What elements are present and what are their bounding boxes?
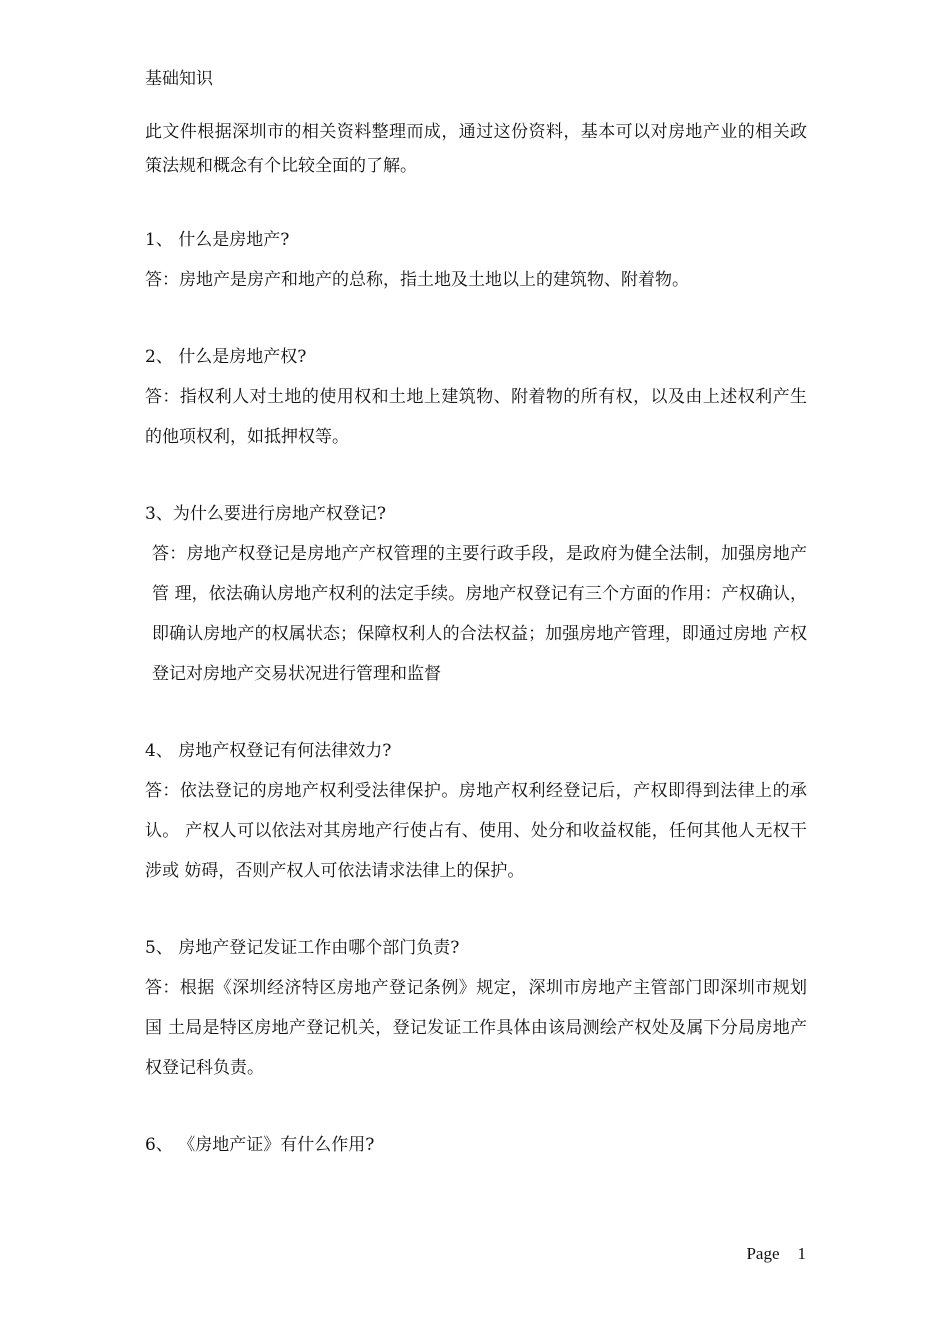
question-2: 2、 什么是房地产权?	[145, 347, 307, 367]
question-1: 1、 什么是房地产?	[145, 230, 290, 250]
question-4: 4、 房地产权登记有何法律效力?	[145, 741, 392, 761]
document-heading: 基础知识	[145, 69, 213, 89]
answer-4: 答：依法登记的房地产权利受法律保护。房地产权利经登记后，产权即得到法律上的承认。 产权人可以依法对其房地产行使占有、使用、处分和收益权能，任何其他人无权干涉或 妨碍，否则产权人可依法请求法律上的保护。	[145, 781, 807, 881]
qa-section-3	[145, 497, 807, 694]
answer-3: 答：房地产权登记是房地产产权管理的主要行政手段，是政府为健全法制，加强房地产管 理，依法确认房地产权利的法定手续。房地产权登记有三个方面的作用：产权确认，即确认房地产的权属状态；保障权利人的合法权益；加强房地产管理，即通过房地 产权登记对房地产交易状况进行管理和监督	[152, 544, 807, 684]
answer-5: 答：根据《深圳经济特区房地产登记条例》规定，深圳市房地产主管部门即深圳市规划国 土局是特区房地产登记机关，登记发证工作具体由该局测绘产权处及属下分局房地产权登记科负责。	[145, 978, 807, 1078]
question-3: 3、为什么要进行房地产权登记?	[145, 504, 386, 524]
qa-section-5	[145, 931, 807, 1088]
intro-paragraph: 此文件根据深圳市的相关资料整理而成，通过这份资料，基本可以对房地产业的相关政策法规和概念有个比较全面的了解。	[145, 122, 807, 176]
qa-section-2	[145, 340, 807, 457]
question-6: 6、 《房地产证》有什么作用?	[145, 1135, 375, 1155]
page-footer	[746, 1239, 806, 1269]
qa-section-1	[145, 223, 807, 300]
page-label: Page	[746, 1244, 780, 1263]
qa-section-4	[145, 734, 807, 891]
answer-1: 答：房地产是房产和地产的总称，指土地及土地以上的建筑物、附着物。	[145, 270, 689, 290]
qa-section-6	[145, 1128, 807, 1162]
document-body	[145, 64, 807, 1162]
page-number: 1	[797, 1244, 806, 1263]
question-5: 5、 房地产登记发证工作由哪个部门负责?	[145, 938, 460, 958]
answer-2: 答：指权利人对土地的使用权和土地上建筑物、附着物的所有权，以及由上述权利产生的他项权利，如抵押权等。	[145, 387, 807, 447]
